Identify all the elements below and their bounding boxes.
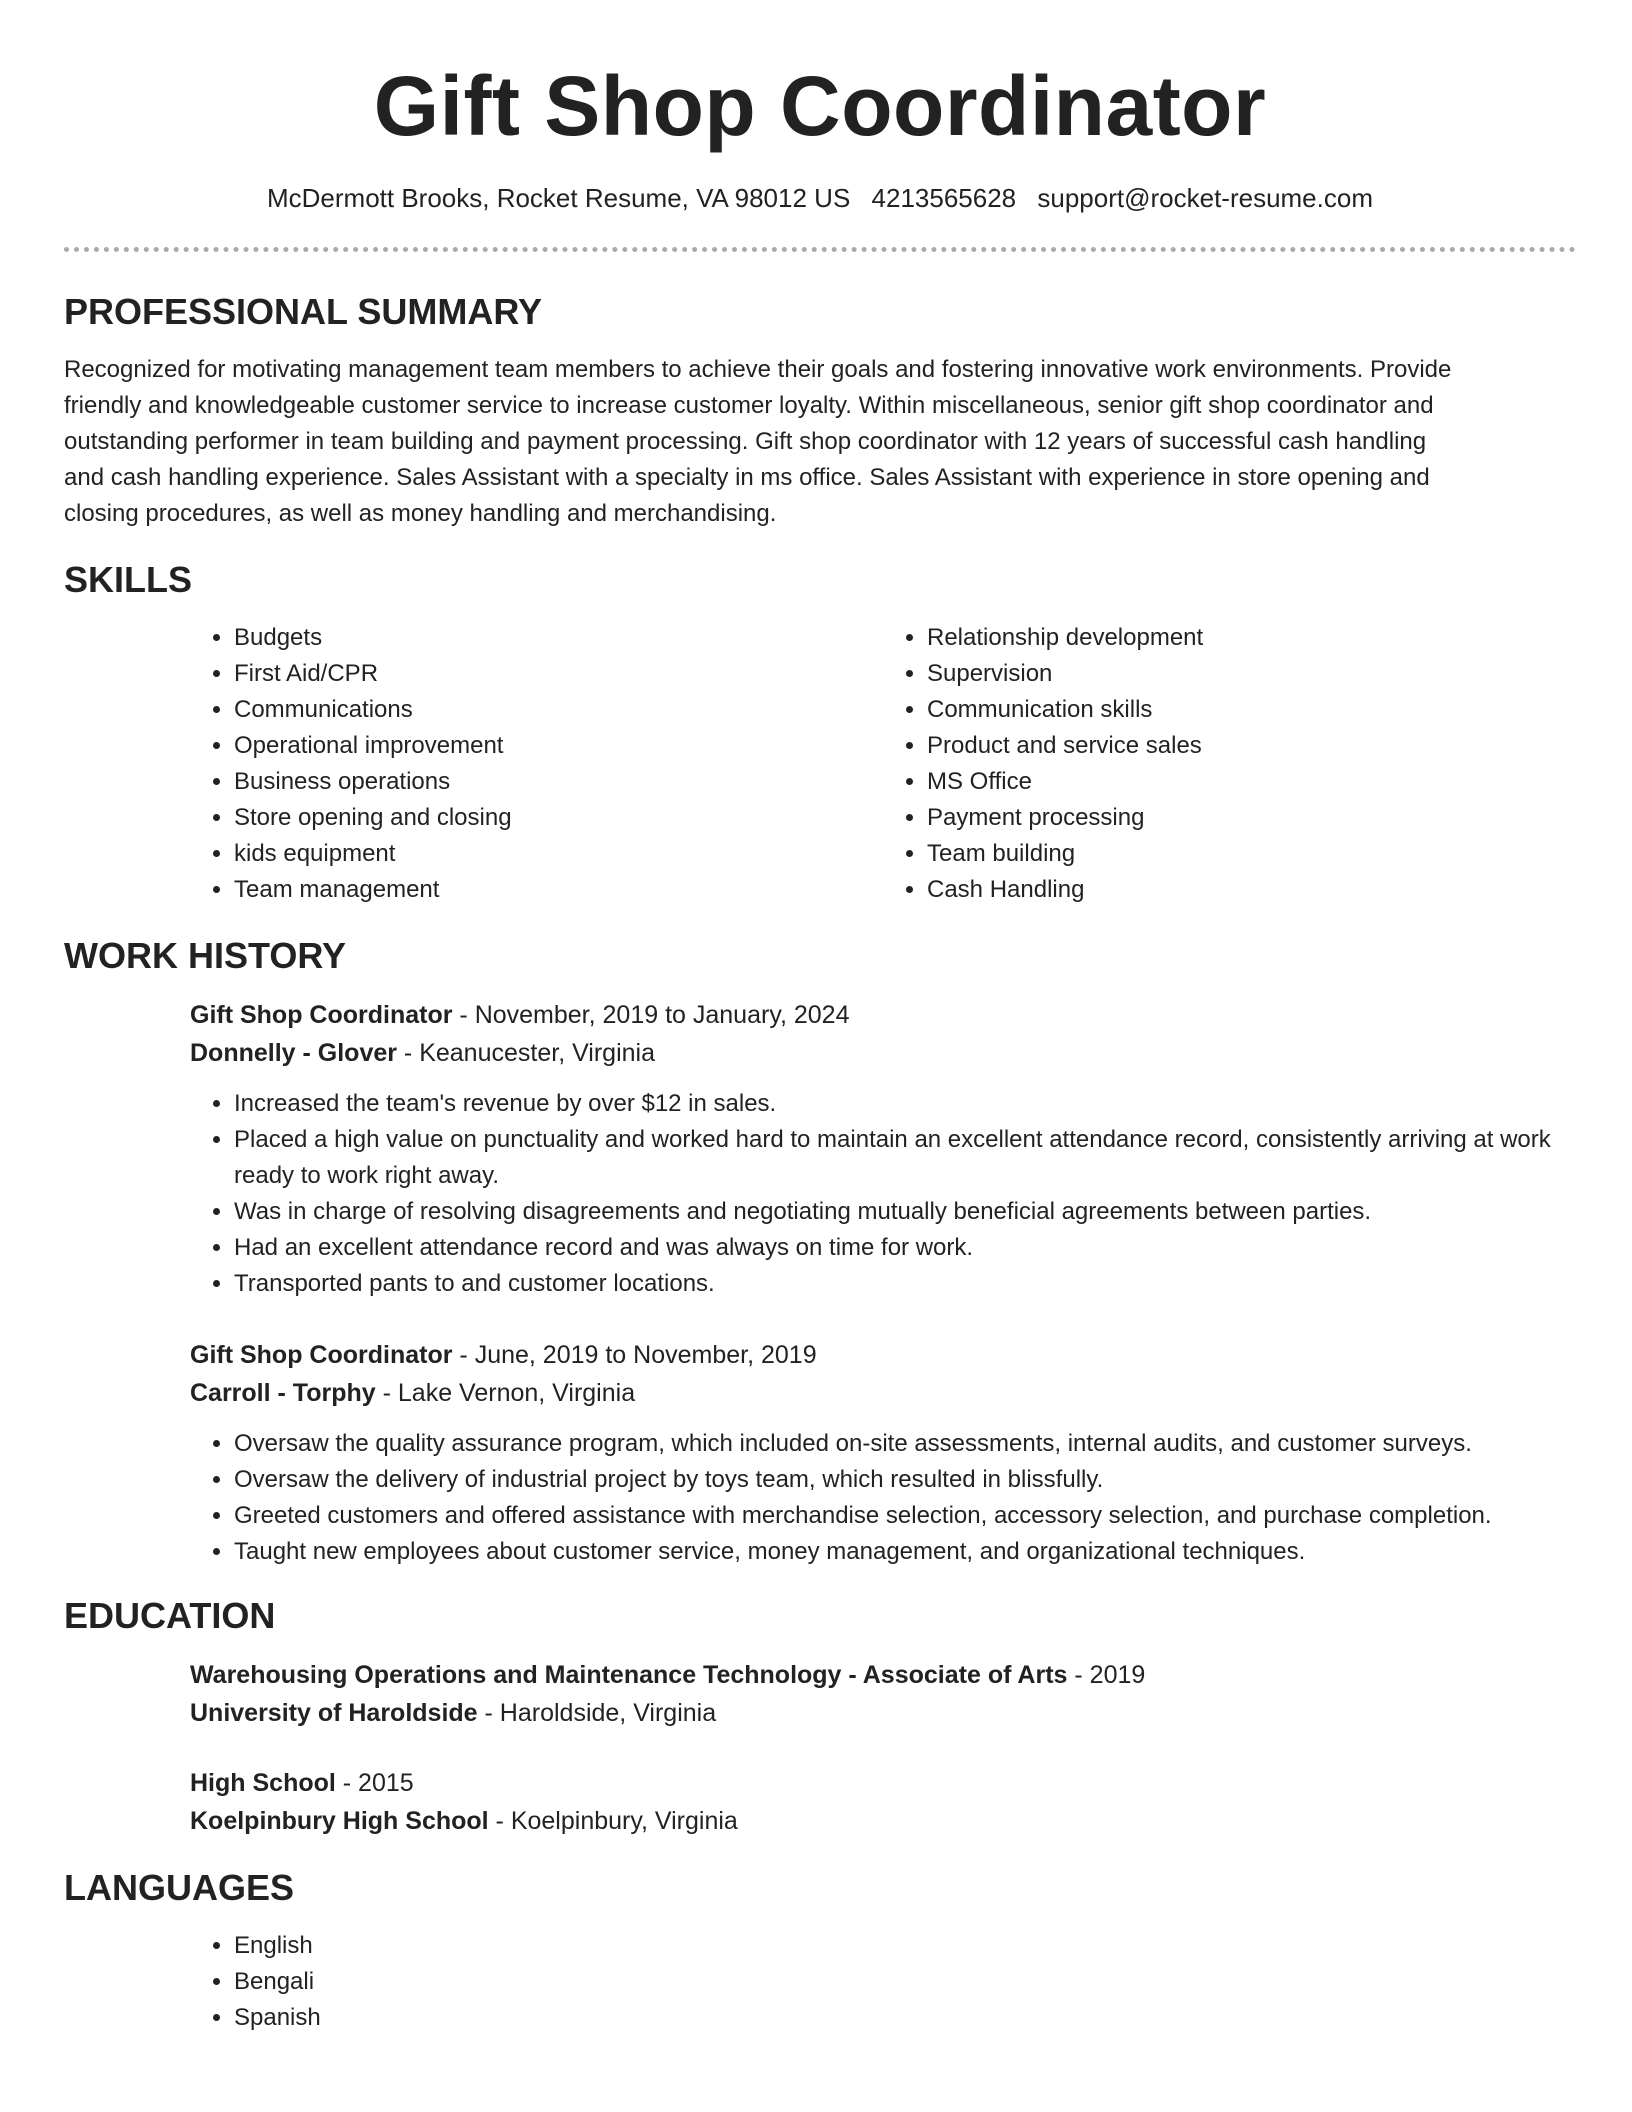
contact-line — [64, 182, 1576, 214]
list-item: • Store opening and closing — [234, 800, 883, 836]
list-item: • Bengali — [234, 1964, 1576, 2000]
education-location: Haroldside, Virginia — [499, 1699, 717, 1727]
list-item: • Transported pants to and customer locations. — [234, 1266, 1576, 1302]
list-item: • Communication skills — [927, 692, 1576, 728]
contact-address: McDermott Brooks, Rocket Resume, VA 98012 US — [266, 183, 851, 213]
list-item: • English — [234, 1928, 1576, 1964]
resume-title: Gift Shop Coordinator — [373, 59, 1267, 153]
education-year: 2015 — [358, 1769, 414, 1797]
work-section — [64, 934, 1576, 1570]
job-company-line: Carroll - Torphy - Lake Vernon, Virginia — [190, 1379, 636, 1407]
education-school: Koelpinbury High School — [190, 1807, 489, 1835]
list-item: • Spanish — [234, 2000, 1576, 2036]
education-entry — [190, 1764, 1576, 1840]
list-item: • Communications — [234, 692, 883, 728]
education-year: 2019 — [1089, 1661, 1146, 1689]
skills-section — [64, 558, 1576, 908]
education-school-line: Koelpinbury High School - Koelpinbury, Virginia — [190, 1807, 738, 1835]
list-item: • Product and service sales — [927, 728, 1576, 764]
job-company-line: Donnelly - Glover - Keanucester, Virginia — [190, 1039, 656, 1067]
education-school-line: University of Haroldside - Haroldside, Virginia — [190, 1699, 717, 1727]
job-role: Gift Shop Coordinator — [190, 1001, 453, 1029]
list-item: • First Aid/CPR — [234, 656, 883, 692]
skills-list — [190, 620, 1576, 908]
list-item: • Cash Handling — [927, 872, 1576, 908]
job-company: Donnelly - Glover — [190, 1039, 397, 1067]
skills-heading: SKILLS — [64, 559, 193, 600]
education-degree-line: High School - 2015 — [190, 1769, 414, 1797]
list-item: • Relationship development — [927, 620, 1576, 656]
job-dates: November, 2019 to January, 2024 — [474, 1001, 850, 1029]
languages-heading: LANGUAGES — [64, 1867, 295, 1908]
job-dates: June, 2019 to November, 2019 — [474, 1341, 817, 1369]
contact-email: support@rocket-resume.com — [1037, 183, 1373, 213]
education-heading: EDUCATION — [64, 1595, 276, 1636]
resume-page — [64, 0, 1576, 2036]
work-heading: WORK HISTORY — [64, 935, 347, 976]
list-item: • Greeted customers and offered assistance with merchandise selection, accessory selection, and purchase completion. — [234, 1498, 1576, 1534]
job-company: Carroll - Torphy — [190, 1379, 376, 1407]
skills-column-left — [190, 620, 883, 908]
languages-section — [64, 1866, 1576, 2036]
list-item: • Was in charge of resolving disagreements and negotiating mutually beneficial agreements between parties. — [234, 1194, 1576, 1230]
summary-text: Recognized for motivating management team members to achieve their goals and fostering innovative work environments. Provide friendly and knowledgeable customer service to increase customer loyalty. Within miscellaneous, senior gift shop coordinator and outstanding performer in team building and payment processing. Gift shop coordinator with 12 years of successful cash handling and cash handling experience. Sales Assistant with a specialty in ms office. Sales Assistant with experience in store opening and closing procedures, as well as money handling and merchandising. — [64, 356, 1452, 527]
job-bullets — [190, 1086, 1576, 1302]
education-degree-line: Warehousing Operations and Maintenance Technology - Associate of Arts - 2019 — [190, 1661, 1146, 1689]
job-entry — [190, 996, 1576, 1302]
job-location: Keanucester, Virginia — [419, 1039, 656, 1067]
list-item: • MS Office — [927, 764, 1576, 800]
list-item: • Oversaw the quality assurance program, which included on-site assessments, internal audits, and customer surveys. — [234, 1426, 1576, 1462]
list-item: • Team management — [234, 872, 883, 908]
list-item: • Budgets — [234, 620, 883, 656]
list-item: • Increased the team's revenue by over $12 in sales. — [234, 1086, 1576, 1122]
job-location: Lake Vernon, Virginia — [397, 1379, 636, 1407]
job-title-line: Gift Shop Coordinator - November, 2019 to January, 2024 — [190, 1001, 850, 1029]
education-degree: High School — [190, 1769, 336, 1797]
list-item: • Had an excellent attendance record and was always on time for work. — [234, 1230, 1576, 1266]
list-item: • Placed a high value on punctuality and worked hard to maintain an excellent attendance record, consistently arriving at work ready to work right away. — [234, 1122, 1576, 1194]
summary-section — [64, 290, 1576, 532]
list-item: • Team building — [927, 836, 1576, 872]
education-entry — [190, 1656, 1576, 1732]
list-item: • kids equipment — [234, 836, 883, 872]
job-title-line: Gift Shop Coordinator - June, 2019 to November, 2019 — [190, 1341, 817, 1369]
education-school: University of Haroldside — [190, 1699, 478, 1727]
contact-phone: 4213565628 — [871, 183, 1017, 213]
job-bullets — [190, 1426, 1576, 1570]
languages-list — [190, 1928, 1576, 2036]
list-item: • Business operations — [234, 764, 883, 800]
summary-heading: PROFESSIONAL SUMMARY — [64, 291, 543, 332]
job-role: Gift Shop Coordinator — [190, 1341, 453, 1369]
header-divider — [64, 247, 1576, 252]
education-location: Koelpinbury, Virginia — [510, 1807, 738, 1835]
job-entry — [190, 1336, 1576, 1570]
list-item: • Oversaw the delivery of industrial project by toys team, which resulted in blissfully. — [234, 1462, 1576, 1498]
skills-column-right — [883, 620, 1576, 908]
education-section — [64, 1594, 1576, 1840]
education-degree: Warehousing Operations and Maintenance Technology - Associate of Arts — [190, 1661, 1068, 1689]
list-item: • Taught new employees about customer service, money management, and organizational techniques. — [234, 1534, 1576, 1570]
list-item: • Payment processing — [927, 800, 1576, 836]
list-item: • Supervision — [927, 656, 1576, 692]
list-item: • Operational improvement — [234, 728, 883, 764]
